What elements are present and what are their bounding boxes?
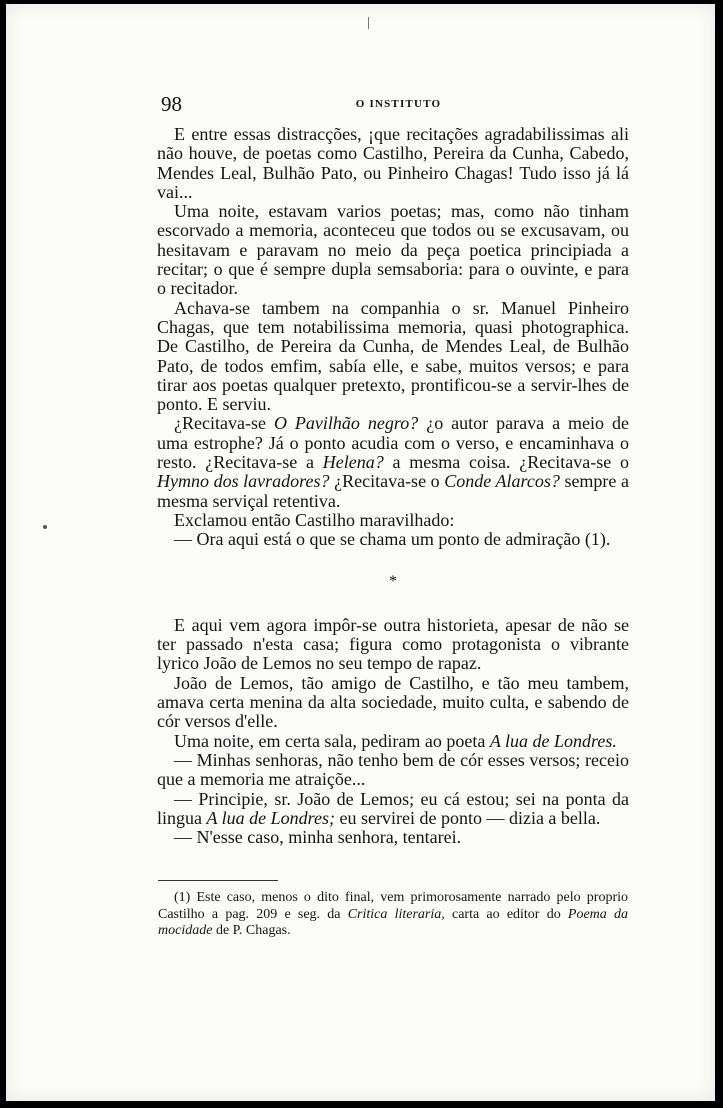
paragraph-10: — Minhas senhoras, não tenho bem de cór esses versos; receio que a memoria me atraiçõe... bbox=[157, 749, 629, 790]
paragraph-1: E entre essas distracções, ¡que recitações agradabilissimas ali não houve, de poetas como Castilho, Pereira da Cunha, Cabedo, Mendes Leal, Bulhão Pato, ou Pinheiro Chagas! Tudo isso já lá vai... bbox=[157, 124, 629, 202]
title-helena: Helena? bbox=[322, 452, 384, 473]
paragraph-8: João de Lemos, tão amigo de Castilho, e tão meu tambem, amava certa menina da alta sociedade, muito culta, e sabendo de cór versos d'elle. bbox=[157, 672, 629, 732]
paragraph-6: — Ora aqui está o que se chama um ponto de admiração (1). bbox=[174, 529, 611, 550]
title-poema-da-mocidade: Poema da mocidade bbox=[158, 906, 628, 938]
section-separator: * bbox=[389, 572, 397, 590]
paragraph-9: Uma noite, em certa sala, pediram ao poeta A lua de Londres. bbox=[174, 730, 617, 751]
paragraph-3: Achava-se tambem na companhia o sr. Manuel Pinheiro Chagas, que tem notabilissima memoria, quasi photographica. De Castilho, de Pereira da Cunha, de Mendes Leal, de Bulhão Pato, de todos emfim, sabía elle, e sabe, muitos versos; e para tirar aos poetas qualquer pretexto, prontificou-se a servir-lhes de ponto. E serviu. bbox=[157, 297, 629, 415]
title-hymno: Hymno dos lavradores? bbox=[157, 471, 330, 492]
title-pavilhao: O Pavilhão negro? bbox=[273, 413, 419, 434]
page-edge-mark bbox=[368, 17, 369, 29]
main-text bbox=[157, 125, 629, 847]
footnote bbox=[158, 890, 628, 940]
paragraph-4: ¿Recitava-se O Pavilhão negro? ¿o autor parava a meio de uma estrophe? Já o ponto acudia com o verso, e encaminhava o resto. ¿Recitava-se a Helena? a mesma coisa. ¿Recitava-se o Hymno dos lavradores? ¿Recitava-se o Conde Alarcos? sempre a mesma serviçal retentiva. bbox=[157, 413, 630, 511]
footnote-rule bbox=[158, 880, 278, 881]
page-header bbox=[161, 94, 636, 118]
title-lua-de-londres-2: A lua de Londres; bbox=[206, 807, 335, 828]
paragraph-2: Uma noite, estavam varios poetas; mas, como não tinham escorvado a memoria, aconteceu que todos ou se excusavam, ou hesitavam e paravam no meio da peça poetica principiada a recitar; o que é sempre dupla semsaboria: para o ouvinte, e para o recitador. bbox=[157, 201, 629, 299]
page-number: 98 bbox=[161, 92, 182, 116]
footnote-text: (1) Este caso, menos o dito final, vem primorosamente narrado pelo proprio Castilho a pag. 209 e seg. da Critica literaria, carta ao editor do Poema da mocidade de P. Chagas. bbox=[158, 890, 628, 938]
title-critica-literaria: Critica literaria, bbox=[347, 906, 445, 922]
title-conde-alarcos: Conde Alarcos? bbox=[444, 471, 560, 492]
title-lua-de-londres: A lua de Londres. bbox=[489, 730, 617, 751]
paragraph-7: E aqui vem agora impôr-se outra historieta, apesar de não se ter passado n'esta casa; figura como protagonista o vibrante lyrico João de Lemos no seu tempo de rapaz. bbox=[157, 614, 629, 674]
margin-speck bbox=[43, 525, 47, 529]
paragraph-5: Exclamou então Castilho maravilhado: bbox=[174, 509, 455, 530]
running-title: O INSTITUTO bbox=[355, 98, 442, 110]
paragraph-12: — N'esse caso, minha senhora, tentarei. bbox=[174, 827, 462, 848]
paragraph-11: — Principie, sr. João de Lemos; eu cá estou; sei na ponta da lingua A lua de Londres; eu servirei de ponto — dizia a bella. bbox=[157, 788, 629, 828]
